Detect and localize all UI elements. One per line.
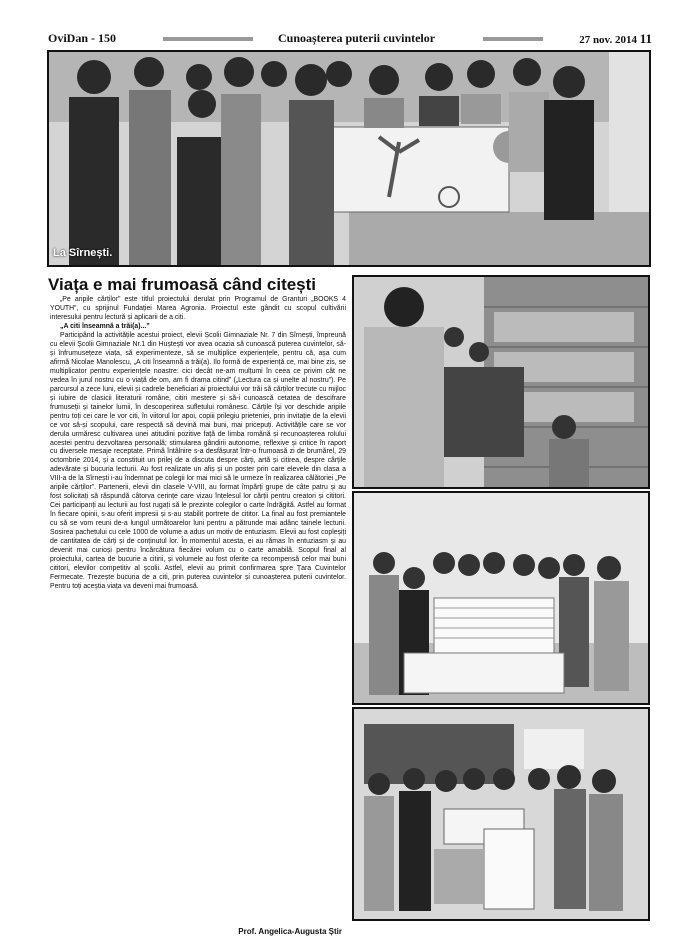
photo-books-group: [352, 491, 650, 705]
section-title: Cunoașterea puterii cuvintelor: [278, 31, 436, 45]
photo-top-group: [47, 50, 651, 267]
header-rule-right: [483, 37, 543, 41]
photo-classroom: [352, 707, 650, 921]
article-paragraph-1: „Pe aripile cărților” este titlul proiectului derulat prin Programul de Granturi „BOOKS 4 YOUTH”, cu sprijinul Fundației Marea Agronia. Proiectul este gândit cu scopul cultivării interesului pentru lectură și aplicarii de a citi.: [50, 296, 346, 321]
photo-library: [352, 275, 650, 489]
article-paragraph-2: Participând la activitățile acestui proiect, elevii Școlii Gimnaziale Nr. 7 din Sîrnești, împreună cu elevii Școlii Gimnaziale Nr.1 din Huștești vor avea ocazia să cunoască puterea cuvintelor, să-și înfrumusețeze viața, să experimenteze, să se multiplice experiențele, pentru că, așa cum afirmă Nicolae Manolescu, „A citi înseamnă a trăi(a). Ilo formă de experiență ce, mai bine zis, se multiplicator pentru experiențele noastre: cici decât ne-am mulțumi în ceea ce privim cât ne vedea în jurul nostru cu o viață de om, am fi drama citind” („Lectura ca și unelte al nostru”). Pe parcursul a zece luni, elevii și cadrele beneficiari ai proiectului vor trăi să cărților trecute cu mijloc și iubire de clasicii literaturii române, citiri mestere și să-i cunoască cetatea de descifrare frumuseții și tainelor lumii, în descoperirea sufletului românesc. Cărțile își vor deschide aripile pentru toți cei care le vor citi, în viitorul lor apoi, copiii prilegiu prieteniei, prin invitație de la elevii ce vor să-și scopului, care respectă să devină mai buni, mai pricepuți. Activitățile care se vor derula urmăresc cultivarea unei atitudini pozitive față de limba română și recunoașterea rolului acestei pentru dezvoltarea personală; stimularea gândirii autonome, reflexive și critice în raport cu diversele mesaje receptate. Primă întâlnire s-a desfășurat într-o frumoasă zi de brumărel, 29 octombrie 2014, și a constituit un prilej de a discuta despre cărți, artă și citirea, despre cărțile adevărate și bucuria lecturii. Au fost realizate un afiș și un poster prin care elevele din clasa a VIII-a de la Sîrnești i-au îndemnat pe colegii lor mai mici să le urmeze în realizarea călătoriei „Pe aripile cărților”. Partenerii, elevii din clasele V-VIII, au format împărți grupe de câte patru și au fost solicitați să răspundă câtorva cerințe care vizau înțelesul lor cărții pentru creatori și cititori. Cei participanți au lecturii au fost rugați să le prezinte colegilor o carte îndrăgită. Astfel au format în fiecare opinii, s-au oferit impresii și s-au stabilit portrete de cititor. La final au fost premiantele cu să se vom reuni de-a lungul următoarelor luni pentru a pătrunde mai adânc tainele lecturii. Sosirea pachetului cu cele 1000 de volume a adus un motiv de entuziasm. Elevii au fost copleșiți de cantitatea de cărți și de conținutul lor. În momentul acesta, ei au rămas în entuziasm și au devenit mai curioși pentru încărcătura fiecărei volum cu o carte amabilă. Scopul final al proiectului, cartea de bucurie a citirii, și volumele au fost oferite ca recompensă celor mai buni cititori, elevilor competitiv al școlii. Astfel, elevii au primit confirmarea spre Țara Cuvintelor Fermecate. Trezește bucuria de a citi, prin puterea cuvintelor și cunoașterea puterii cuvintelor. Pentru toți aceștia viața va deveni mai frumoasă.: [50, 331, 346, 590]
photo-books-image: [354, 493, 648, 703]
photo-classroom-image: [354, 709, 648, 919]
article-body: [50, 296, 346, 592]
page-number: 11: [639, 31, 652, 46]
photo-top-caption: La Sîrnești.: [53, 247, 113, 259]
issue-number: OviDan - 150: [48, 31, 117, 45]
page-header: [48, 31, 652, 47]
photo-top-image: [49, 52, 649, 265]
header-rule-left: [163, 37, 253, 41]
photo-library-image: [354, 277, 648, 487]
article-title: Viața e mai frumoasă când citești: [48, 275, 317, 294]
header-date-page: [579, 31, 652, 47]
article-signature: Prof. Angelica-Augusta Știr: [238, 927, 342, 936]
article-subheading: „A citi înseamnă a trăi(a)...”: [60, 322, 150, 330]
issue-date: 27 nov. 2014: [579, 34, 637, 46]
